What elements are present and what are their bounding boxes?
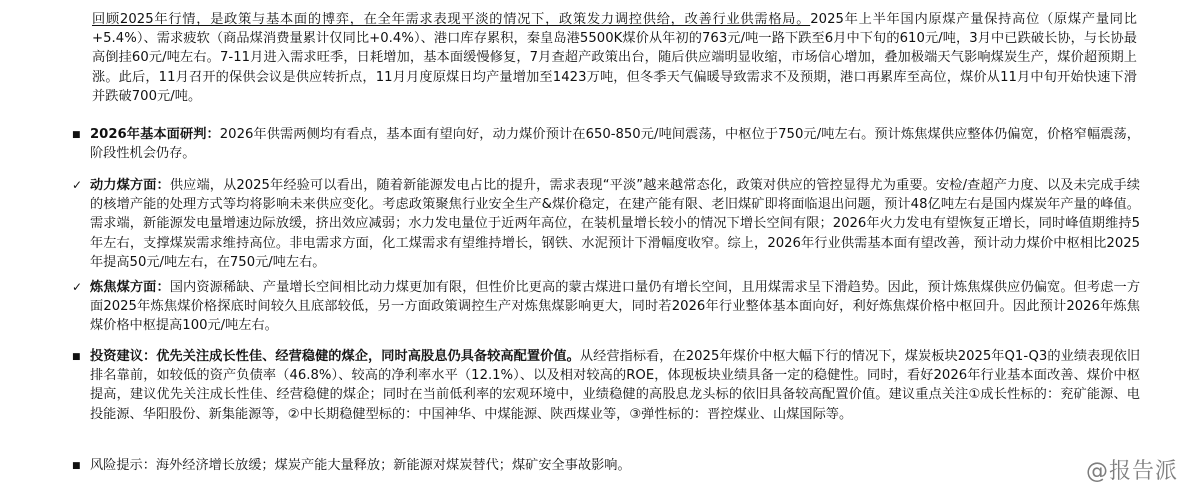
watermark-text: @报告派 (1085, 459, 1178, 484)
square-bullet-icon: ■ (72, 130, 81, 140)
section-coking-coal (72, 278, 1140, 336)
section-fundamentals (72, 125, 1140, 163)
checkmark-icon: ✓ (72, 178, 83, 192)
square-bullet-icon: ■ (72, 461, 81, 471)
checkmark-icon: ✓ (72, 280, 83, 294)
section-title: 投资建议：优先关注成长性佳、经营稳健的煤企，同时高股息仍具备较高配置价值。 (90, 349, 580, 364)
section-thermal-coal (72, 176, 1140, 272)
section-text: 风险提示：海外经济增长放缓；煤炭产能大量释放；新能源对煤炭替代；煤矿安全事故影响。 (90, 458, 631, 473)
section-text: 2026年供需两侧均有看点，基本面有望向好，动力煤价预计在650-850元/吨间震荡，中枢位于750元/吨左右。预计炼焦煤供应整体仍偏宽，价格窄幅震荡，阶段性机会仍存。 (90, 127, 1140, 162)
intro-underlined-sentence: 回顾2025年行情，是政策与基本面的博弈，在全年需求表现平淡的情况下，政策发力调控供给，改善行业供需格局。 (92, 12, 811, 27)
section-text: 供应端，从2025年经验可以看出，随着新能源发电占比的提升，需求表现“平淡”越来越常态化，政策对供应的管控显得尤为重要。安检/查超产力度、以及未完成手续的核增产能的处理方式等均将影响未来供应变化。考虑政策聚焦行业安全生产&煤价稳定，在建产能有限、老旧煤矿即将面临退出问题，预计48亿吨左右是国内煤炭年产量的峰值。需求端，新能源发电量增速边际放缓，挤出效应减弱；水力发电量位于近两年高位，在装机量增长较小的情况下增长空间有限；2026年火力发电有望恢复正增长，同时峰值期维持5年左右，支撑煤炭需求维持高位。非电需求方面，化工煤需求有望维持增长，钢铁、水泥预计下滑幅度收窄。综上，2026年行业供需基本面有望改善，预计动力煤价中枢相比2025年提高50元/吨左右，在750元/吨左右。 (90, 178, 1140, 270)
section-text: 国内资源稀缺、产量增长空间相比动力煤更加有限，但性价比更高的蒙古煤进口量仍有增长空间，且用煤需求呈下滑趋势。因此，预计炼焦煤供应仍偏宽。但考虑一方面2025年炼焦煤价格探底时间较久且底部较低，另一方面政策调控生产对炼焦煤影响更大，同时若2026年行业整体基本面向好，利好炼焦煤价格中枢回升。因此预计2026年炼焦煤价格中枢提高100元/吨左右。 (90, 280, 1141, 334)
intro-paragraph (92, 10, 1137, 106)
section-title: 炼焦煤方面： (90, 280, 170, 295)
section-investment-advice (72, 347, 1140, 424)
section-risk-warning (72, 456, 1140, 475)
intro-text: 2025年上半年国内原煤产量保持高位（原煤产量同比+5.4%）、需求疲软（商品煤消费量累计仅同比+0.4%）、港口库存累积，秦皇岛港5500K煤价从年初的763元/吨一路下跌至6月中下旬的610元/吨，3月中已跌破长协，与长协最高倒挂60元/吨左右。7-11月进入需求旺季，日耗增加，基本面缓慢修复，7月查超产政策出台，随后供应端明显收缩，市场信心增加，叠加极端天气影响煤炭生产，煤价超预期上涨。此后，11月召开的保供会议是供应转折点，11月月度原煤日均产量增加至1423万吨，但冬季天气偏暖导致需求不及预期，港口再累库至高位，煤价从11月中旬开始快速下滑并跌破700元/吨。 (92, 12, 1137, 104)
section-text: 从经营指标看，在2025年煤价中枢大幅下行的情况下，煤炭板块2025年Q1-Q3的业绩表现依旧排名靠前，如较低的资产负债率（46.8%）、较高的净利率水平（12.1%）、以及相对较高的ROE，体现板块业绩具备一定的稳健性。同时，看好2026年行业基本面改善、煤价中枢提高，建议优先关注成长性佳、经营稳健的煤企；同时在当前低利率的宏观环境中，业绩稳健的高股息龙头标的依旧具备较高配置价值。建议重点关注①成长性标的：兖矿能源、电投能源、华阳股份、新集能源等，②中长期稳健型标的：中国神华、中煤能源、陕西煤业等，③弹性标的：晋控煤业、山煤国际等。 (90, 349, 1141, 422)
square-bullet-icon: ■ (72, 352, 81, 362)
section-title: 2026年基本面研判： (90, 127, 220, 142)
section-title: 动力煤方面： (90, 178, 170, 193)
